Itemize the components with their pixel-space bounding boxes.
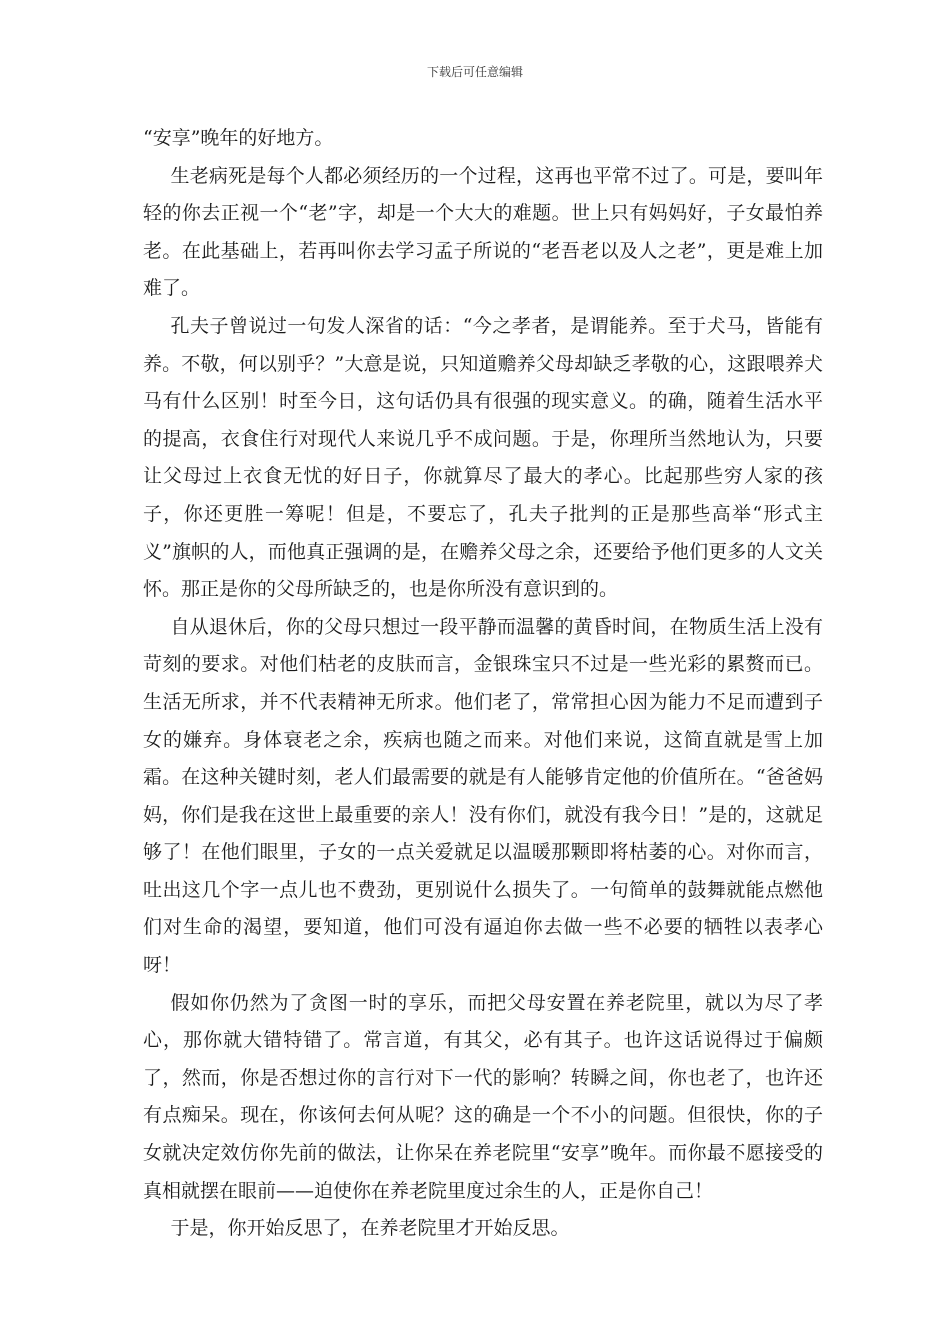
paragraph: 假如你仍然为了贪图一时的享乐，而把父母安置在养老院里，就以为尽了孝心，那你就大错特错了。常言道，有其父，必有其子。也许这话说得过于偏颇了，然而，你是否想过你的言行对下一代的影响？转瞬之间，你也老了，也许还有点痴呆。现在，你该何去何从呢？这的确是一个不小的问题。但很快，你的子女就决定效仿你先前的做法，让你呆在养老院里“安享”晚年。而你最不愿接受的真相就摆在眼前——迫使你在养老院里度过余生的人，正是你自己！	[143, 991, 823, 1202]
page-header: 下载后可任意编辑	[426, 65, 523, 79]
document-body	[143, 120, 823, 1248]
paragraph: 生老病死是每个人都必须经历的一个过程，这再也平常不过了。可是，要叫年轻的你去正视一个“老”字，却是一个大大的难题。世上只有妈妈好，子女最怕养老。在此基础上，若再叫你去学习孟子所说的“老吾老以及人之老”，更是难上加难了。	[143, 164, 823, 300]
paragraph: 于是，你开始反思了，在养老院里才开始反思。	[170, 1217, 570, 1240]
paragraph: 孔夫子曾说过一句发人深省的话：“今之孝者，是谓能养。至于犬马，皆能有养。不敬，何以别乎？”大意是说，只知道赡养父母却缺乏孝敬的心，这跟喂养犬马有什么区别！时至今日，这句话仍具有很强的现实意义。的确，随着生活水平的提高，衣食住行对现代人来说几乎不成问题。于是，你理所当然地认为，只要让父母过上衣食无忧的好日子，你就算尽了最大的孝心。比起那些穷人家的孩子，你还更胜一筹呢！但是，不要忘了，孔夫子批判的正是那些高举“形式主义”旗帜的人，而他真正强调的是，在赡养父母之余，还要给予他们更多的人文关怀。那正是你的父母所缺乏的，也是你所没有意识到的。	[143, 314, 823, 601]
paragraph-continuation: “安享”晚年的好地方。	[143, 127, 334, 149]
paragraph: 自从退休后，你的父母只想过一段平静而温馨的黄昏时间，在物质生活上没有苛刻的要求。对他们枯老的皮肤而言，金银珠宝只不过是一些光彩的累赘而已。生活无所求，并不代表精神无所求。他们老了，常常担心因为能力不足而遭到子女的嫌弃。身体衰老之余，疾病也随之而来。对他们来说，这简直就是雪上加霜。在这种关键时刻，老人们最需要的就是有人能够肯定他的价值所在。“爸爸妈妈，你们是我在这世上最重要的亲人！没有你们，就没有我今日！”是的，这就足够了！在他们眼里，子女的一点关爱就足以温暖那颗即将枯萎的心。对你而言，吐出这几个字一点儿也不费劲，更别说什么损失了。一句简单的鼓舞就能点燃他们对生命的渴望，要知道，他们可没有逼迫你去做一些不必要的牺牲以表孝心呀！	[143, 615, 823, 977]
